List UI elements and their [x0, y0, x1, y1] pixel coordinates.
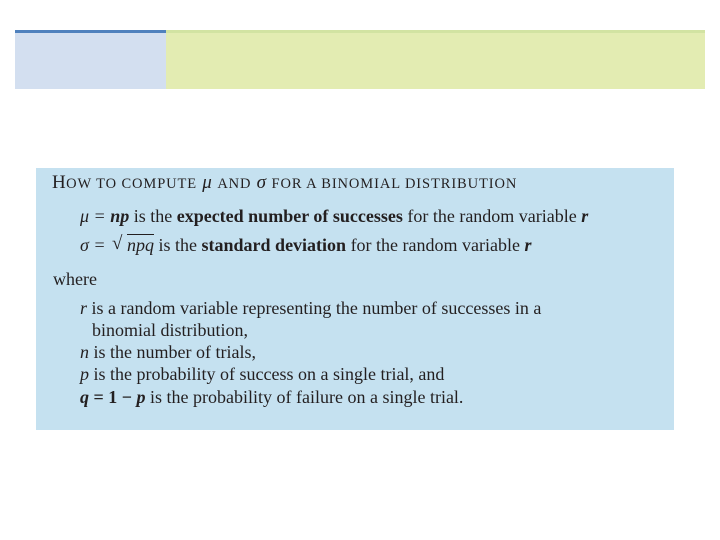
sigma-formula-line: σ = √ npq is the standard deviation for the random variable r: [80, 233, 532, 255]
sigma-symbol: σ: [256, 172, 267, 193]
mu-symbol: μ: [202, 172, 213, 193]
definition-r: r is a random variable representing the number of successes in a: [80, 298, 542, 318]
title-band-left: [15, 30, 166, 89]
box-heading: HOW TO COMPUTE μ AND σ FOR A BINOMIAL DISTRIBUTION: [52, 172, 518, 193]
mu-formula-line: μ = np is the expected number of successes for the random variable r: [80, 206, 589, 226]
square-root: √ npq: [112, 233, 155, 255]
definition-r-continued: binomial distribution,: [92, 320, 248, 340]
definition-p: p is the probability of success on a single trial, and: [80, 364, 445, 384]
definition-q: q = 1 − p is the probability of failure on a single trial.: [80, 387, 464, 407]
definition-n: n is the number of trials,: [80, 342, 256, 362]
where-label: where: [53, 269, 97, 289]
title-band-right: [166, 30, 705, 89]
